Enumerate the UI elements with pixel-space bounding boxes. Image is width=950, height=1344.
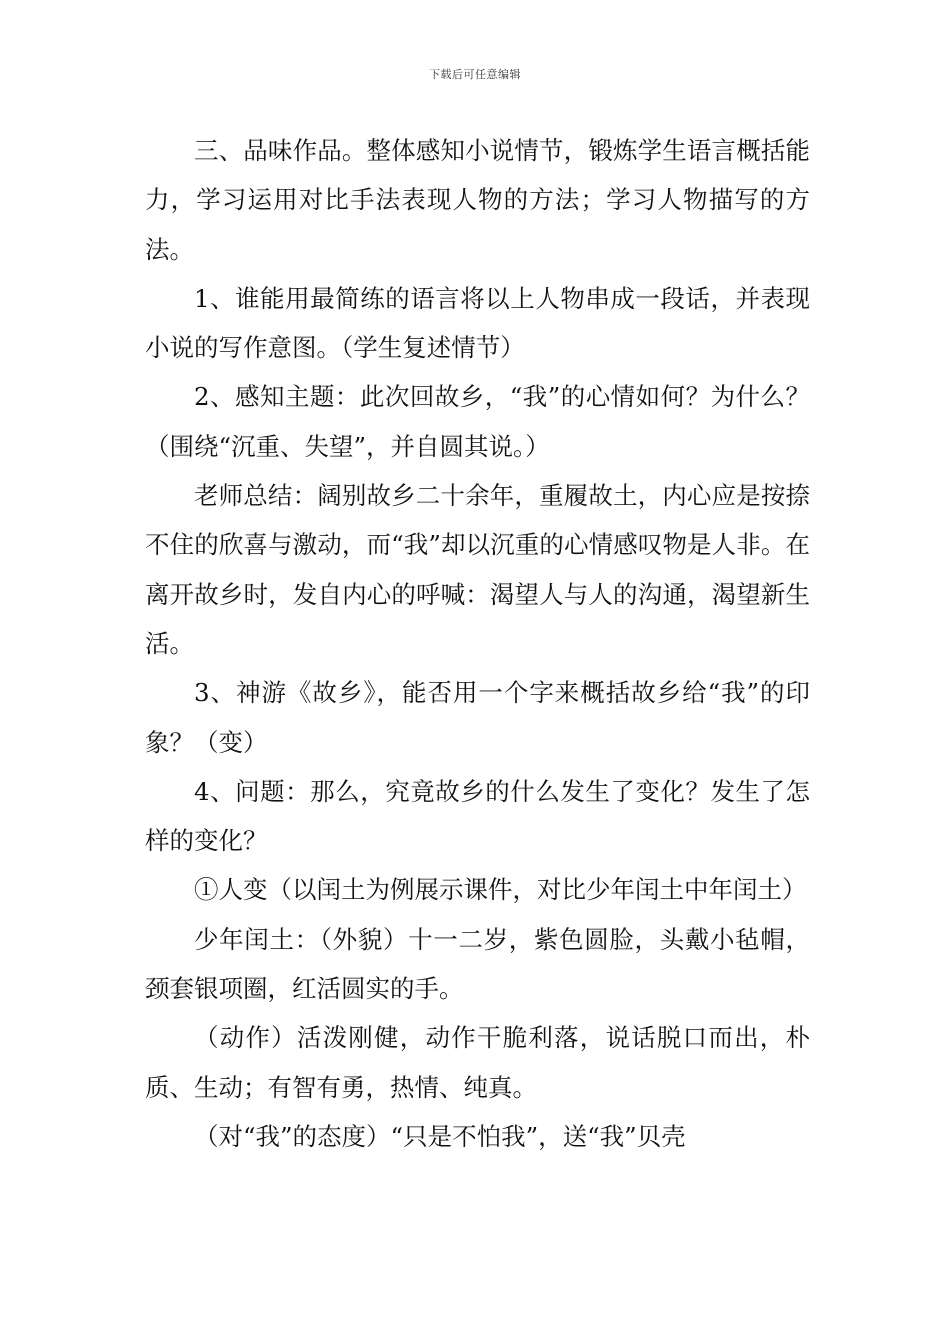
paragraph-person-change: ①人变（以闰土为例展示课件，对比少年闰土中年闰土）: [194, 875, 807, 905]
paragraph-young-runtu: 少年闰土：（外貌）十一二岁，紫色圆脸，头戴小毡帽，颈套银项圈，红活圆实的手。: [145, 924, 810, 1004]
paragraph-teacher-summary: 老师总结：阔别故乡二十余年，重履故土，内心应是按捺不住的欣喜与激动，而“我”却以沉重的心情感叹物是人非。在离开故乡时，发自内心的呼喊：渴望人与人的沟通，渴望新生活。: [145, 481, 810, 658]
paragraph-section-three: 三、品味作品。整体感知小说情节，锻炼学生语言概括能力，学习运用对比手法表现人物的方法；学习人物描写的方法。: [145, 136, 810, 264]
paragraph-question-three: 3、神游《故乡》，能否用一个字来概括故乡给“我”的印象？（变）: [145, 678, 810, 757]
paragraph-question-four: 4、问题：那么，究竟故乡的什么发生了变化？发生了怎样的变化？: [145, 776, 810, 856]
paragraph-attitude: （对“我”的态度）“只是不怕我”，送“我”贝壳: [194, 1121, 686, 1151]
page-header: 下载后可任意编辑: [429, 68, 521, 81]
paragraph-question-two: 2、感知主题：此次回故乡，“我”的心情如何？为什么？（围绕“沉重、失望”，并自圆其说。）: [145, 382, 810, 461]
paragraph-question-one: 1、谁能用最简练的语言将以上人物串成一段话，并表现小说的写作意图。（学生复述情节）: [145, 283, 810, 363]
paragraph-action: （动作）活泼刚健，动作干脆利落，说话脱口而出，朴质、生动；有智有勇，热情、纯真。: [145, 1023, 810, 1102]
document-body: [145, 126, 810, 1161]
